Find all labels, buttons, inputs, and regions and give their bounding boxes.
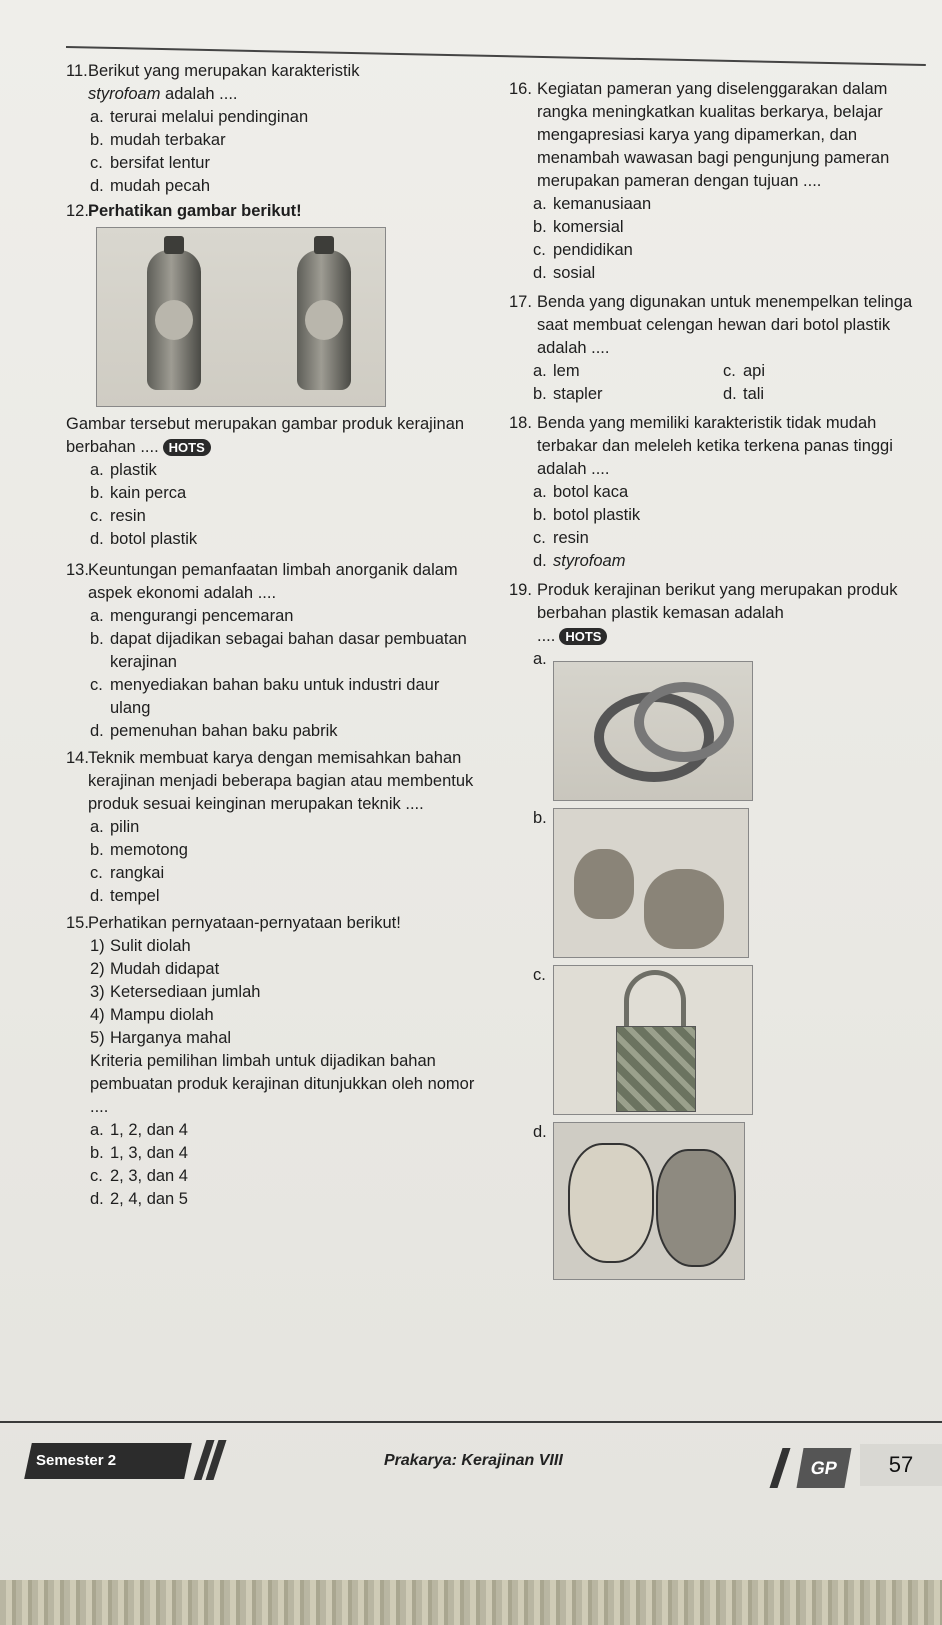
option-b[interactable]: b. stapler bbox=[533, 385, 603, 403]
decorative-slash bbox=[770, 1448, 791, 1488]
option-a[interactable]: a. lem bbox=[533, 362, 580, 380]
page-number: 57 bbox=[860, 1444, 942, 1486]
option-c[interactable]: c. resin bbox=[90, 507, 146, 525]
option-c[interactable]: c. api bbox=[723, 362, 766, 380]
question-text: Keuntungan pemanfaatan limbah anorganik dalam aspek ekonomi adalah .... bbox=[88, 561, 458, 602]
bangle-craft-photo bbox=[553, 661, 753, 801]
option-c[interactable]: c. resin bbox=[533, 529, 589, 547]
option-a[interactable]: a. 1, 2, dan 4 bbox=[90, 1121, 188, 1139]
statement-5: 5) Harganya mahal bbox=[90, 1029, 232, 1047]
background-fabric bbox=[0, 1580, 942, 1625]
option-c[interactable]: c. rangkai bbox=[90, 864, 165, 882]
question-15 bbox=[66, 912, 476, 1211]
plastic-bag bbox=[616, 1026, 696, 1112]
option-d[interactable]: d. styrofoam bbox=[533, 552, 626, 570]
footer-book-title: Prakarya: Kerajinan VIII bbox=[384, 1452, 563, 1469]
rabbit-craft-photo bbox=[553, 808, 749, 958]
rabbit-figure bbox=[644, 869, 724, 949]
question-number: 12. bbox=[66, 202, 89, 220]
statement-2: 2) Mudah didapat bbox=[90, 960, 220, 978]
question-16 bbox=[509, 78, 919, 285]
question-number: 19. bbox=[509, 581, 532, 599]
rabbit-figure bbox=[574, 849, 634, 919]
option-b[interactable]: b. botol plastik bbox=[533, 506, 641, 524]
question-text: Perhatikan pernyataan-pernyataan berikut! bbox=[88, 914, 401, 932]
left-column bbox=[66, 60, 476, 1213]
footer-rule bbox=[0, 1421, 942, 1423]
statement-3: 3) Ketersediaan jumlah bbox=[90, 983, 261, 1001]
option-c[interactable]: c. 2, 3, dan 4 bbox=[90, 1167, 188, 1185]
hots-badge: HOTS bbox=[163, 439, 211, 456]
question-11 bbox=[66, 60, 476, 198]
option-c[interactable]: c. bbox=[533, 966, 546, 984]
option-b[interactable]: b. mudah terbakar bbox=[90, 131, 226, 149]
publisher-logo: GP bbox=[796, 1448, 851, 1488]
mask-figure bbox=[656, 1149, 736, 1267]
option-c[interactable]: c. bersifat lentur bbox=[90, 154, 210, 172]
question-number: 16. bbox=[509, 80, 532, 98]
bottle-crafts-photo bbox=[96, 227, 386, 407]
mask-figure bbox=[568, 1143, 654, 1263]
bottle-craft-right bbox=[297, 250, 351, 390]
question-18 bbox=[509, 412, 919, 573]
question-text-continued: Kriteria pemilihan limbah untuk dijadikan bahan pembuatan produk kerajinan ditunjukkan oleh nomor .... bbox=[90, 1052, 475, 1116]
option-b[interactable]: b. komersial bbox=[533, 218, 624, 236]
question-number: 18. bbox=[509, 414, 532, 432]
question-number: 17. bbox=[509, 293, 532, 311]
option-c[interactable]: c. pendidikan bbox=[533, 241, 633, 259]
statement-4: 4) Mampu diolah bbox=[90, 1006, 214, 1024]
question-text: Berikut yang merupakan karakteristik styrofoam adalah .... bbox=[88, 62, 360, 103]
option-b[interactable]: b. memotong bbox=[90, 841, 188, 859]
bottle-craft-left bbox=[147, 250, 201, 390]
option-d[interactable]: d. mudah pecah bbox=[90, 177, 210, 195]
question-number: 11. bbox=[66, 62, 88, 80]
question-19 bbox=[509, 579, 919, 1280]
option-b[interactable]: b. dapat dijadikan sebagai bahan dasar pembuatan kerajinan bbox=[90, 630, 467, 671]
semester-tab: Semester 2 bbox=[24, 1443, 192, 1479]
option-a[interactable]: a. botol kaca bbox=[533, 483, 629, 501]
option-d[interactable]: d. bbox=[533, 1123, 547, 1141]
question-text: Kegiatan pameran yang diselenggarakan dalam rangka meningkatkan kualitas berkarya, belajar mengapresiasi karya yang dipamerkan, dan menambah wawasan bagi pengunjung pameran merupakan pameran dengan tujuan .... bbox=[537, 80, 890, 190]
option-c[interactable]: c. menyediakan bahan baku untuk industri daur ulang bbox=[90, 676, 440, 717]
option-b[interactable]: b. kain perca bbox=[90, 484, 187, 502]
question-text-continued: Gambar tersebut merupakan gambar produk kerajinan berbahan .... HOTS bbox=[66, 415, 465, 456]
option-b[interactable]: b. 1, 3, dan 4 bbox=[90, 1144, 188, 1162]
hots-badge: HOTS bbox=[559, 628, 607, 645]
question-12 bbox=[66, 200, 476, 551]
option-d[interactable]: d. sosial bbox=[533, 264, 596, 282]
question-number: 13. bbox=[66, 561, 89, 579]
option-d[interactable]: d. botol plastik bbox=[90, 530, 198, 548]
option-d[interactable]: d. pemenuhan bahan baku pabrik bbox=[90, 722, 338, 740]
question-13 bbox=[66, 559, 476, 743]
option-b[interactable]: b. bbox=[533, 809, 547, 827]
question-number: 14. bbox=[66, 749, 89, 767]
mask-craft-photo bbox=[553, 1122, 745, 1280]
bag-craft-photo bbox=[553, 965, 753, 1115]
option-a[interactable]: a. mengurangi pencemaran bbox=[90, 607, 294, 625]
statement-1: 1) Sulit diolah bbox=[90, 937, 191, 955]
question-text: Teknik membuat karya dengan memisahkan bahan kerajinan menjadi beberapa bagian atau membentuk produk sesuai keinginan merupakan teknik .... bbox=[88, 749, 474, 813]
option-a[interactable]: a. pilin bbox=[90, 818, 140, 836]
question-17 bbox=[509, 291, 919, 406]
question-text: Benda yang memiliki karakteristik tidak mudah terbakar dan meleleh ketika terkena panas tinggi adalah .... bbox=[537, 414, 893, 478]
question-number: 15. bbox=[66, 914, 89, 932]
question-text: Benda yang digunakan untuk menempelkan telinga saat membuat celengan hewan dari botol plastik adalah .... bbox=[537, 293, 913, 357]
option-a[interactable]: a. plastik bbox=[90, 461, 157, 479]
option-a[interactable]: a. terurai melalui pendinginan bbox=[90, 108, 309, 126]
question-14 bbox=[66, 747, 476, 908]
right-column bbox=[509, 78, 919, 1286]
question-text: Perhatikan gambar berikut! bbox=[88, 202, 302, 220]
option-d[interactable]: d. 2, 4, dan 5 bbox=[90, 1190, 188, 1208]
option-a[interactable]: a. bbox=[533, 650, 547, 668]
option-a[interactable]: a. kemanusiaan bbox=[533, 195, 652, 213]
option-d[interactable]: d. tempel bbox=[90, 887, 160, 905]
question-text: Produk kerajinan berikut yang merupakan produk berbahan plastik kemasan adalah .... HOTS bbox=[537, 581, 898, 645]
option-d[interactable]: d. tali bbox=[723, 385, 765, 403]
bangle-ring bbox=[634, 682, 734, 762]
